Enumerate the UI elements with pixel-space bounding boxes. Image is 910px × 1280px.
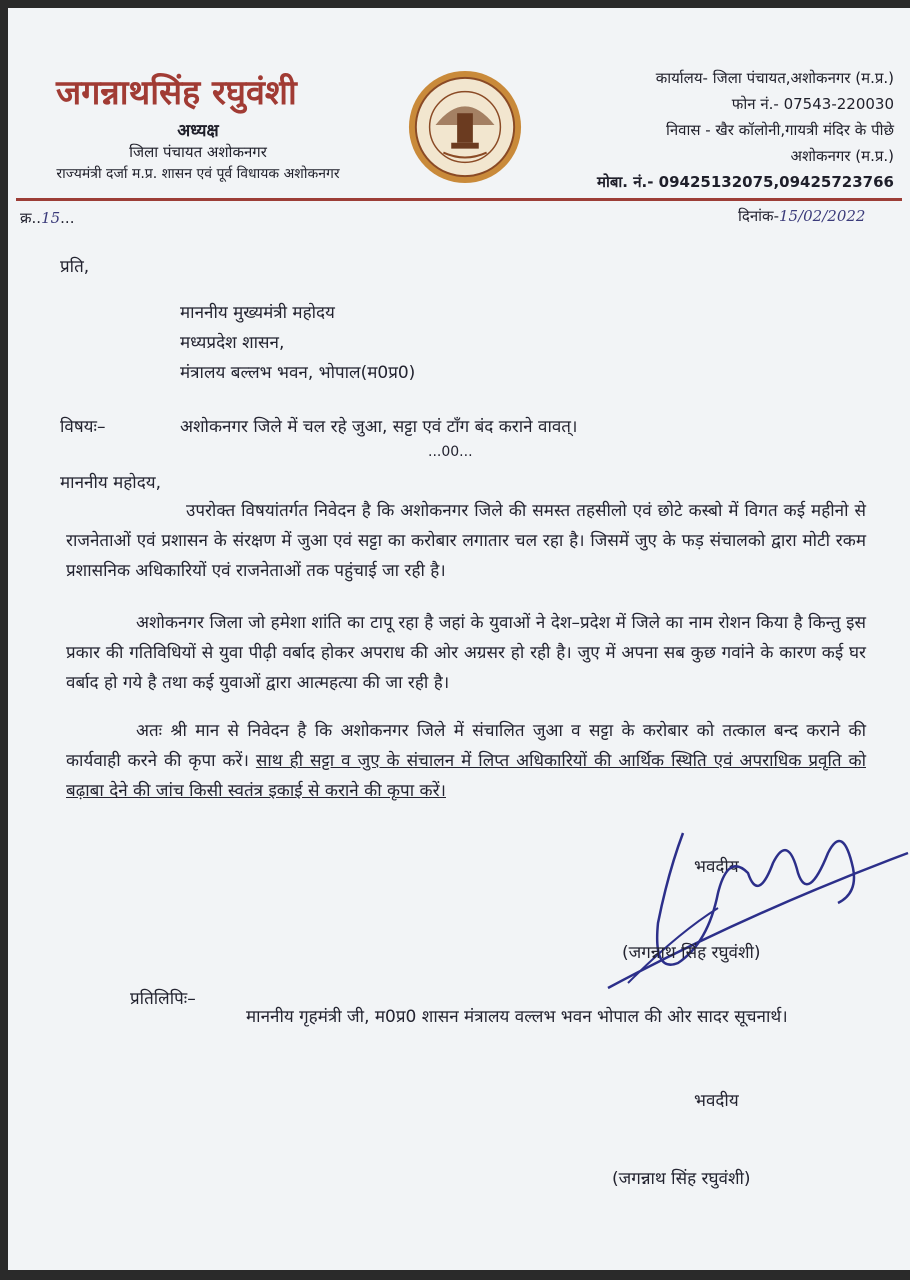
addressee-line2: मध्यप्रदेश शासन, xyxy=(180,333,285,353)
letterhead-office-line2: राज्यमंत्री दर्जा म.प्र. शासन एवं पूर्व विधायक अशोकनगर xyxy=(56,166,340,182)
copy-text: माननीय गृहमंत्री जी, म0प्र0 शासन मंत्रालय वल्लभ भवन भोपाल की ओर सादर सूचनार्थ। xyxy=(246,1007,788,1027)
body-paragraph-1: उपरोक्त विषयांतर्गत निवेदन है कि अशोकनगर जिले की समस्त तहसीलो एवं छोटे कस्बो में विगत कई महीनो से राजनेताओं एवं प्रशासन के संरक्षण में जुआ एवं सट्टा का करोबार लगातार चल रहा है। जिसमें जुए के फड़ संचालको द्वारा मोटी रकम प्रशासनिक अधिकारियों एवं राजनेताओं तक पहुंचाई जा रही है। xyxy=(66,501,866,581)
letterhead-residence-line2: अशोकनगर (म.प्र.) xyxy=(790,147,894,165)
subject-label: विषयः– xyxy=(60,417,106,437)
reference-number: क्र..15... xyxy=(20,209,75,227)
underlined-request-text: साथ ही सट्टा व जुए के संचालन में लिप्त अधिकारियों की आर्थिक स्थिति एवं अपराधिक प्रवृति को बढ़ाबा देने की जांच किसी स्वतंत्र इकाई से कराने की कृपा करें। xyxy=(66,751,866,801)
body-paragraph-2: अशोकनगर जिला जो हमेशा शांति का टापू रहा है जहां के युवाओं ने देश–प्रदेश में जिले का नाम रोशन किया है किन्तु इस प्रकार की गतिविधियों से युवा पीढ़ी वर्बाद होकर अपराध की ओर अग्रसर हो रही है। जुए में अपना सब कुछ गवांने के कारण कई घर वर्बाद हो गये है तथा कई युवाओं द्वारा आत्महत्या की जा रही है। xyxy=(66,613,866,693)
handwritten-signature xyxy=(598,813,910,1013)
salutation: माननीय महोदय, xyxy=(60,473,161,493)
government-seal-logo xyxy=(406,68,524,186)
subject-text: अशोकनगर जिले में चल रहे जुआ, सट्टा एवं टॉंग बंद कराने वावत्। xyxy=(180,417,578,437)
letter-date: दिनांक-15/02/2022 xyxy=(738,207,866,225)
letter-page xyxy=(8,8,910,1270)
letterhead-office-line1: जिला पंचायत अशोकनगर xyxy=(129,143,267,161)
signatory-2: (जगन्नाथ सिंह रघुवंशी) xyxy=(612,1169,751,1189)
signatory-1: (जगन्नाथ सिंह रघुवंशी) xyxy=(622,943,761,963)
letterhead-name: जगन्नाथसिंह रघुवंशी xyxy=(56,73,297,113)
letterhead-office-address: कार्यालय- जिला पंचायत,अशोकनगर (म.प्र.) xyxy=(655,69,894,87)
subject-separator: ...00... xyxy=(428,444,473,460)
addressee-line1: माननीय मुख्यमंत्री महोदय xyxy=(180,303,335,323)
body-paragraph-3 xyxy=(66,716,866,806)
letterhead-mobile: मोबा. नं.- 09425132075,09425723766 xyxy=(596,173,894,191)
request-text: अतः श्री मान से निवेदन है कि अशोकनगर जिले में संचालित जुआ व सट्टा के करोबार को तत्काल बन्द कराने की कार्यवाही करने की कृपा करें। xyxy=(66,721,866,771)
letterhead-phone: फोन नं.- 07543-220030 xyxy=(731,95,894,113)
addressee-line3: मंत्रालय बल्लभ भवन, भोपाल(म0प्र0) xyxy=(180,363,416,383)
letterhead-residence-line1: निवास - खैर कॉलोनी,गायत्री मंदिर के पीछे xyxy=(665,121,894,139)
letterhead-designation: अध्यक्ष xyxy=(177,121,219,141)
header-divider xyxy=(16,198,902,201)
to-label: प्रति, xyxy=(60,257,90,277)
copy-label: प्रतिलिपिः– xyxy=(130,989,196,1009)
closing-2: भवदीय xyxy=(694,1091,739,1111)
closing-1: भवदीय xyxy=(694,857,739,877)
